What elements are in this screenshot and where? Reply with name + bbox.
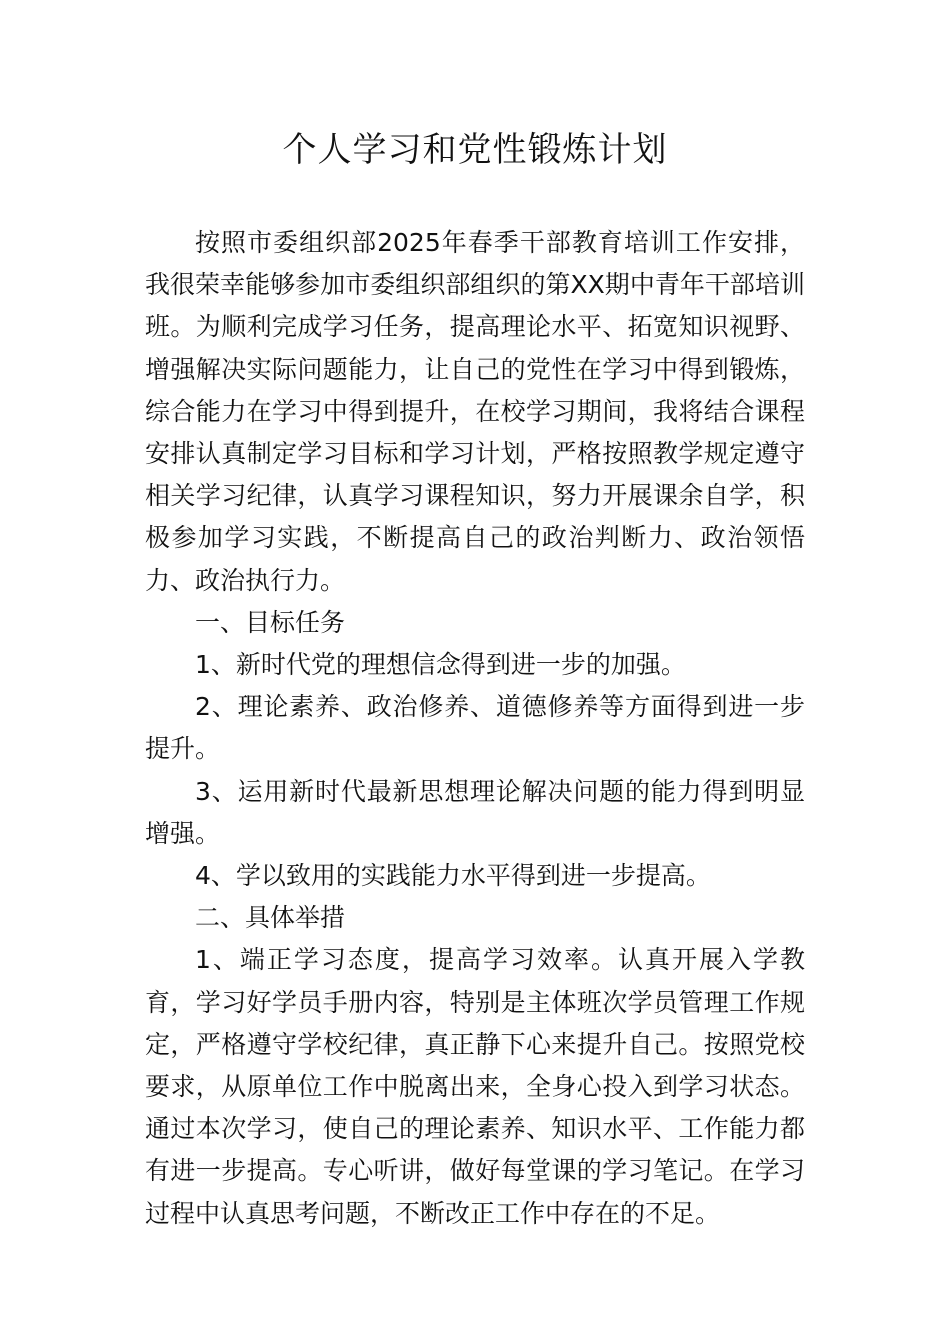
section-heading-goals: 一、目标任务 xyxy=(195,607,346,637)
goal-item-1: 1、新时代党的理想信念得到进一步的加强。 xyxy=(195,650,686,680)
document-title: 个人学习和党性锻炼计划 xyxy=(282,130,668,170)
goal-item-4: 4、学以致用的实践能力水平得到进一步提高。 xyxy=(195,861,711,891)
section-heading-measures: 二、具体举措 xyxy=(195,903,346,933)
measure-item-1: 1、端正学习态度，提高学习效率。认真开展入学教育，学习好学员手册内容，特别是主体班次学员管理工作规定，严格遵守学校纪律，真正静下心来提升自己。按照党校要求，从原单位工作中脱离出来，全身心投入到学习状态。通过本次学习，使自己的理论素养、知识水平、工作能力都有进一步提高。专心听讲，做好每堂课的学习笔记。在学习过程中认真思考问题，不断改正工作中存在的不足。 xyxy=(145,945,805,1228)
paragraph-intro: 按照市委组织部2025年春季干部教育培训工作安排，我很荣幸能够参加市委组织部组织的第XX期中青年干部培训班。为顺利完成学习任务，提高理论水平、拓宽知识视野、增强解决实际问题能力，让自己的党性在学习中得到锻炼，综合能力在学习中得到提升，在校学习期间，我将结合课程安排认真制定学习目标和学习计划，严格按照教学规定遵守相关学习纪律，认真学习课程知识，努力开展课余自学，积极参加学习实践，不断提高自己的政治判断力、政治领悟力、政治执行力。 xyxy=(145,228,805,595)
document-body xyxy=(145,222,805,1235)
goal-item-3: 3、运用新时代最新思想理论解决问题的能力得到明显增强。 xyxy=(145,776,805,848)
goal-item-2: 2、理论素养、政治修养、道德修养等方面得到进一步提升。 xyxy=(145,692,805,764)
